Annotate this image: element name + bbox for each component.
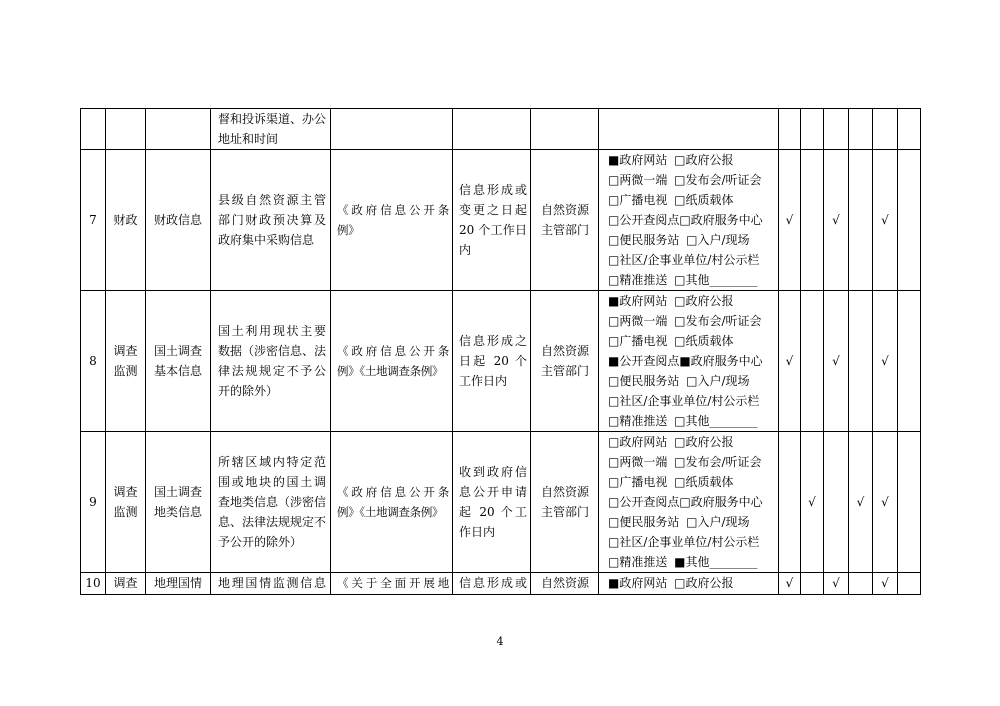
time-limit-line: 日起 20 个	[459, 354, 527, 368]
time-limit-cell	[453, 573, 531, 595]
check-cell	[824, 432, 849, 573]
channel-line: □两微一端 □发布会/听证会	[608, 173, 762, 187]
channel-line: □政府网站 □政府公报	[608, 435, 734, 449]
check-mark: √	[881, 495, 889, 509]
check-cell	[779, 573, 801, 595]
time-limit-line: 信息形成之	[459, 334, 527, 348]
table-row	[81, 573, 921, 595]
content-line: 县级自然资源主管	[218, 193, 326, 207]
check-cell	[849, 109, 873, 150]
subject-cell	[531, 150, 599, 291]
content-line: 数据（涉密信息、法	[218, 344, 327, 358]
content-cell	[211, 109, 331, 150]
check-cell	[898, 432, 921, 573]
channel-line: □便民服务站 □入户/现场	[608, 233, 750, 247]
check-cell	[801, 291, 824, 432]
channel-line: □公开查阅点□政府服务中心	[608, 213, 763, 227]
channel-line: □精准推送 □其他________	[608, 414, 758, 428]
check-mark: √	[856, 495, 865, 509]
time-limit-cell	[453, 109, 531, 150]
channel-line: □公开查阅点□政府服务中心	[608, 495, 763, 509]
channel-line: □便民服务站 □入户/现场	[608, 515, 750, 529]
check-cell	[801, 150, 824, 291]
subject-cell	[531, 291, 599, 432]
channel-line: ■公开查阅点■政府服务中心	[608, 354, 763, 368]
channels-cell	[599, 291, 779, 432]
content-line: 政府集中采购信息	[218, 233, 315, 247]
table-row	[81, 109, 921, 150]
channel-line: ■政府网站 □政府公报	[608, 294, 734, 308]
basis-line: 例》	[337, 223, 360, 237]
subject-cell	[531, 432, 599, 573]
channel-line: □两微一端 □发布会/听证会	[608, 314, 762, 328]
subcategory-line: 地类信息	[153, 505, 202, 519]
channel-line: □广播电视 □纸质载体	[608, 193, 734, 207]
channels-cell	[599, 432, 779, 573]
check-cell	[801, 109, 824, 150]
subject-line: 自然资源	[541, 576, 590, 590]
check-cell	[873, 432, 898, 573]
content-cell	[211, 432, 331, 573]
check-mark: √	[881, 354, 889, 368]
check-cell	[779, 109, 801, 150]
content-line: 开的除外）	[218, 384, 279, 398]
time-limit-line: 起 20 个工	[459, 505, 527, 519]
table-row	[81, 291, 921, 432]
check-cell	[898, 150, 921, 291]
check-cell	[824, 150, 849, 291]
check-cell	[873, 291, 898, 432]
basis-line: 《政府信息公开条	[337, 485, 449, 499]
check-cell	[849, 291, 873, 432]
basis-line: 《政府信息公开条	[337, 203, 449, 217]
check-cell	[898, 291, 921, 432]
basis-cell	[331, 291, 453, 432]
category-line: 调查	[113, 485, 138, 499]
subject-line: 主管部门	[541, 223, 590, 237]
number-cell	[81, 109, 106, 150]
time-limit-line: 息公开申请	[459, 485, 527, 499]
channel-line: ■政府网站 □政府公报	[608, 153, 734, 167]
category-line: 监测	[113, 364, 138, 378]
check-cell	[898, 573, 921, 595]
number-cell: 7	[81, 150, 106, 291]
subcategory-cell	[146, 109, 211, 150]
content-line: 地址和时间	[218, 132, 279, 146]
category-line: 监测	[113, 505, 138, 519]
time-limit-line: 内	[459, 243, 472, 257]
check-cell	[873, 150, 898, 291]
content-line: 国土利用现状主要	[218, 324, 326, 338]
channels-cell	[599, 150, 779, 291]
subcategory-line: 基本信息	[153, 364, 202, 378]
check-cell	[801, 432, 824, 573]
time-limit-line: 工作日内	[459, 374, 508, 388]
check-mark: √	[808, 495, 816, 509]
channels-cell	[599, 573, 779, 595]
channel-line: □精准推送 □其他________	[608, 273, 758, 287]
subject-line: 自然资源	[541, 344, 590, 358]
check-cell	[779, 432, 801, 573]
time-limit-line: 作日内	[459, 525, 496, 539]
time-limit-line: 收到政府信	[459, 465, 527, 479]
basis-cell	[331, 150, 453, 291]
channel-line: □社区/企事业单位/村公示栏	[608, 394, 760, 408]
channel-line: □两微一端 □发布会/听证会	[608, 455, 762, 469]
check-cell	[873, 109, 898, 150]
content-line: 息、法律法规规定不	[218, 515, 327, 529]
basis-cell	[331, 432, 453, 573]
check-cell	[849, 432, 873, 573]
check-mark: √	[785, 354, 794, 368]
subcategory-line: 地理国情	[153, 576, 202, 590]
time-limit-line: 信息形成或	[459, 576, 527, 590]
number-cell: 9	[81, 432, 106, 573]
basis-line: 例》《土地调查条例》	[337, 505, 444, 519]
content-line: 督和投诉渠道、办公	[218, 112, 327, 126]
check-mark: √	[832, 576, 840, 590]
subcategory-cell	[146, 573, 211, 595]
channel-line: □便民服务站 □入户/现场	[608, 374, 750, 388]
category-cell	[106, 573, 146, 595]
category-line: 调查	[113, 344, 138, 358]
page-number: 4	[496, 635, 504, 648]
check-cell	[849, 150, 873, 291]
subcategory-cell	[146, 291, 211, 432]
channels-cell	[599, 109, 779, 150]
subcategory-line: 财政信息	[153, 213, 202, 227]
check-cell	[824, 109, 849, 150]
check-mark: √	[832, 354, 840, 368]
time-limit-cell	[453, 432, 531, 573]
subcategory-line: 国土调查	[153, 344, 202, 358]
check-mark: √	[785, 213, 794, 227]
subject-line: 主管部门	[541, 505, 590, 519]
check-cell	[824, 573, 849, 595]
check-cell	[779, 291, 801, 432]
check-mark: √	[785, 576, 794, 590]
basis-cell	[331, 573, 453, 595]
time-limit-cell	[453, 150, 531, 291]
check-cell	[898, 109, 921, 150]
channel-line: □精准推送 ■其他________	[608, 555, 758, 569]
disclosure-table	[80, 108, 921, 595]
check-mark: √	[881, 213, 889, 227]
basis-line: 《政府信息公开条	[337, 344, 449, 358]
channel-line: □广播电视 □纸质载体	[608, 475, 734, 489]
subject-line: 自然资源	[541, 485, 590, 499]
subcategory-line: 国土调查	[153, 485, 202, 499]
subcategory-cell	[146, 150, 211, 291]
content-line: 查地类信息（涉密信	[218, 495, 327, 509]
category-cell	[106, 432, 146, 573]
content-cell	[211, 573, 331, 595]
check-cell	[873, 573, 898, 595]
channel-line: □广播电视 □纸质载体	[608, 334, 734, 348]
content-line: 部门财政预决算及	[218, 213, 326, 227]
category-line: 调查	[113, 576, 138, 590]
time-limit-line: 变更之日起	[459, 203, 527, 217]
channel-line: □社区/企事业单位/村公示栏	[608, 535, 760, 549]
time-limit-line: 20 个工作日	[459, 223, 527, 237]
category-line: 财政	[113, 213, 138, 227]
check-cell	[849, 573, 873, 595]
content-line: 所辖区域内特定范	[218, 455, 326, 469]
content-line: 律法规规定不予公	[218, 364, 326, 378]
number-cell: 10	[81, 573, 106, 595]
content-line: 地理国情监测信息	[218, 576, 326, 590]
number-cell: 8	[81, 291, 106, 432]
basis-cell	[331, 109, 453, 150]
time-limit-line: 信息形成或	[459, 183, 527, 197]
table-body	[81, 109, 921, 595]
subcategory-cell	[146, 432, 211, 573]
subject-cell	[531, 109, 599, 150]
content-line: 予公开的除外）	[218, 535, 303, 549]
subject-cell	[531, 573, 599, 595]
category-cell	[106, 109, 146, 150]
basis-line: 例》《土地调查条例》	[337, 364, 444, 378]
check-cell	[801, 573, 824, 595]
category-cell	[106, 291, 146, 432]
check-cell	[824, 291, 849, 432]
time-limit-cell	[453, 291, 531, 432]
table-row	[81, 432, 921, 573]
content-line: 围或地块的国土调	[218, 475, 326, 489]
basis-line: 《关于全面开展地	[337, 576, 449, 590]
channel-line: ■政府网站 □政府公报	[608, 576, 734, 590]
category-cell	[106, 150, 146, 291]
content-cell	[211, 291, 331, 432]
check-mark: √	[881, 576, 889, 590]
subject-line: 主管部门	[541, 364, 590, 378]
subject-line: 自然资源	[541, 203, 590, 217]
check-cell	[779, 150, 801, 291]
table-row	[81, 150, 921, 291]
check-mark: √	[832, 213, 840, 227]
channel-line: □社区/企事业单位/村公示栏	[608, 253, 760, 267]
content-cell	[211, 150, 331, 291]
